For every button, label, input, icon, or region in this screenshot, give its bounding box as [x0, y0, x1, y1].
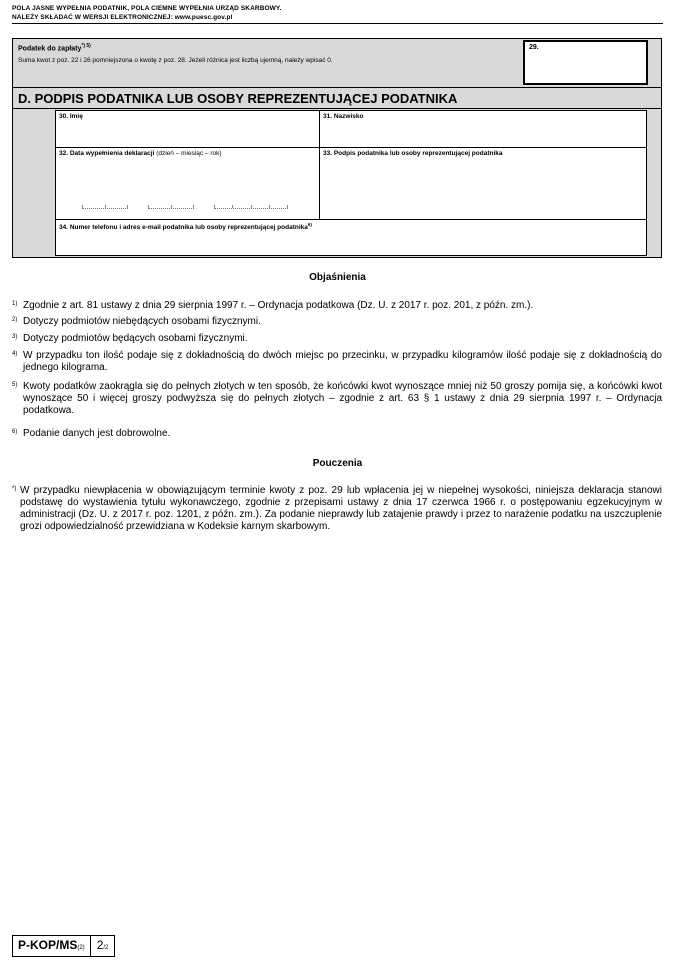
tax-due-label: Podatek do zapłaty$^{*) 5)}$: [18, 43, 91, 53]
footnote-2-text: Dotyczy podmiotów niebędących osobami fizycznymi.: [23, 316, 261, 327]
date-format-hint: (dzień – miesiąc – rok): [156, 150, 222, 157]
last-name-label: 31. Nazwisko: [323, 113, 364, 120]
instructions-heading: Pouczenia: [312, 458, 363, 469]
footnote-3-text: Dotyczy podmiotów będących osobami fizycznymi.: [23, 333, 248, 344]
first-name-field[interactable]: [55, 110, 320, 148]
day-boxes: [82, 205, 128, 209]
footnote-5: [12, 381, 662, 417]
contact-label: 34. Numer telefonu i adres e-mail podatnika lub osoby reprezentującej podatnika$^{6)}$: [59, 222, 312, 232]
last-name-field[interactable]: [319, 110, 647, 148]
instructions-paragraph: [12, 485, 662, 533]
tax-due-input-field-29[interactable]: [523, 40, 648, 85]
first-name-label: 30. Imię: [59, 113, 83, 120]
footnote-6-text: Podanie danych jest dobrowolne.: [23, 428, 171, 439]
form-header-note: [12, 4, 282, 22]
footnote-6: [12, 428, 662, 440]
footnote-1-text: Zgodnie z art. 81 ustawy z dnia 29 sierpnia 1997 r. – Ordynacja podatkowa (Dz. U. z 2017 r. poz. 201, z późn. zm.).: [23, 300, 534, 311]
date-entry-boxes: [82, 203, 292, 209]
tax-due-footnote-refs: *) 5): [81, 43, 91, 49]
section-d-header: [13, 87, 661, 109]
footnote-3-marker: 3): [12, 334, 18, 340]
signature-field[interactable]: [319, 147, 647, 220]
footnote-6-marker: 6): [12, 429, 18, 435]
footnote-1: [12, 300, 662, 312]
footnote-4: [12, 350, 662, 374]
header-line-1: POLA JASNE WYPEŁNIA PODATNIK, POLA CIEMNE WYPEŁNIA URZĄD SKARBOWY.: [12, 5, 282, 12]
section-d-title: D. PODPIS PODATNIKA LUB OSOBY REPREZENTUJĄCEJ PODATNIKA: [18, 91, 458, 106]
footnote-4-marker: 4): [12, 351, 18, 357]
explanations-heading: Objaśnienia: [309, 272, 366, 283]
contact-field[interactable]: [55, 219, 647, 256]
footnote-2: [12, 316, 662, 328]
header-divider: [12, 23, 663, 24]
contact-footnote-ref: 6): [307, 222, 312, 227]
footnote-2-marker: 2): [12, 317, 18, 323]
form-section-container: [12, 38, 662, 258]
form-version: (2): [77, 945, 85, 951]
month-boxes: [148, 205, 194, 209]
tax-due-row: [13, 39, 661, 87]
page-number: 2/2: [96, 938, 109, 952]
tax-due-description: Suma kwot z poz. 22 i 26 pomniejszona o kwotę z poz. 28. Jeżeli różnica jest liczbą ujemną, należy wpisać 0.: [18, 57, 333, 64]
field-29-number: 29.: [529, 44, 539, 51]
footnote-3: [12, 333, 662, 345]
header-line-2: NALEŻY SKŁADAĆ W WERSJI ELEKTRONICZNEJ: www.puesc.gov.pl: [12, 14, 233, 21]
instructions-text: W przypadku niewpłacenia w obowiązującym terminie kwoty z poz. 29 lub wpłacenia jej w niepełnej wysokości, niniejsza deklaracja stanowi podstawę do wystawienia tytułu wykonawczego, zgodnie z przepisami ustawy z dnia 17 czerwca 1966 r. o postępowaniu egzekucyjnym w administracji (Dz. U. z 2017 r. poz. 1201, z późn. zm.). Za podanie nieprawdy lub zatajenie prawdy i przez to narażenie podatku na uszczuplenie grozi odpowiedzialność przewidziana w Kodeksie karnym skarbowym.: [20, 485, 662, 532]
year-boxes: [214, 205, 288, 209]
signature-label: 33. Podpis podatnika lub osoby reprezentującej podatnika: [323, 150, 503, 157]
form-footer: [12, 935, 115, 957]
footnote-4-text: W przypadku ton ilość podaje się z dokładnością do dwóch miejsc po przecinku, w przypadku kilogramów ilość podaje się z dokładnością do jednego kilograma.: [23, 350, 662, 373]
footnote-5-text: Kwoty podatków zaokrągla się do pełnych złotych w ten sposób, że końcówki kwot wynoszące mniej niż 50 groszy pomija się, a końcówki kwot wynoszące 50 i więcej groszy podwyższa się do pełnych złotych – zgodnie z art. 63 § 1 ustawy z dnia 29 sierpnia 1997 r. – Ordynacja podatkowa.: [23, 381, 662, 416]
footnote-5-marker: 5): [12, 382, 18, 388]
declaration-date-field[interactable]: [55, 147, 320, 220]
instructions-marker: *): [12, 486, 17, 492]
declaration-date-label: 32. Data wypełnienia deklaracji (dzień – miesiąc – rok): [59, 150, 222, 157]
page-total: /2: [103, 945, 109, 951]
form-code: P-KOP/MS(2): [13, 936, 91, 956]
footnote-1-marker: 1): [12, 301, 18, 307]
